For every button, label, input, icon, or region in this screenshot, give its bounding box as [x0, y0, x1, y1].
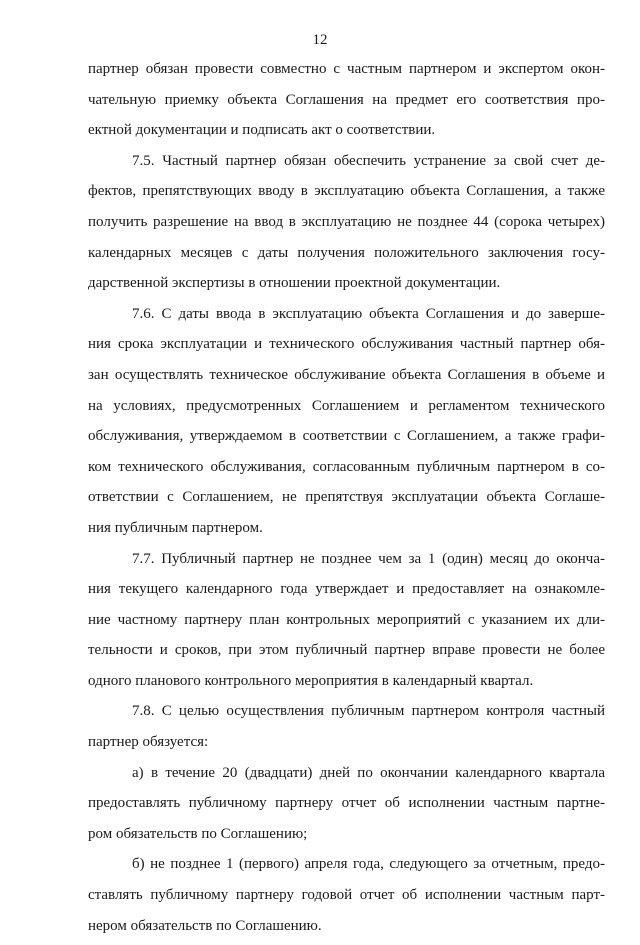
text-line: тельности и сроков, при этом публичный партнер вправе провести не более [88, 642, 605, 659]
text-line: нером обязательств по Соглашению. [88, 917, 322, 934]
text-line: фектов, препятствующих вводу в эксплуатацию объекта Соглашения, а также [88, 183, 605, 200]
text-line: 7.5. Частный партнер обязан обеспечить устранение за свой счет де- [132, 152, 605, 169]
text-line: предоставлять публичному партнеру отчет об исполнении частным партне- [88, 795, 605, 812]
text-line: календарных месяцев с даты получения положительного заключения госу- [88, 244, 605, 261]
text-line: 7.8. С целью осуществления публичным партнером контроля частный [132, 703, 605, 720]
text-line: зан осуществлять техническое обслуживание объекта Соглашения в объеме и [88, 366, 605, 383]
text-line: одного планового контрольного мероприятия в календарный квартал. [88, 672, 534, 689]
paragraph-7-8-b [88, 853, 605, 945]
text-line: 7.6. С даты ввода в эксплуатацию объекта Соглашения и до заверше- [132, 305, 605, 322]
text-line: ком технического обслуживания, согласованным публичным партнером в со- [88, 458, 605, 475]
text-line: ектной документации и подписать акт о соответствии. [88, 122, 436, 139]
text-line: 7.7. Публичный партнер не позднее чем за 1 (один) месяц до оконча- [132, 550, 605, 567]
text-line: дарственной экспертизы в отношении проектной документации. [88, 275, 501, 292]
page-number: 12 [312, 32, 328, 48]
text-line: ставлять публичному партнеру годовой отчет об исполнении частным парт- [88, 887, 605, 904]
text-line: ния срока эксплуатации и технического обслуживания частный партнер обя- [88, 336, 605, 353]
text-line: ром обязательств по Соглашению; [88, 825, 308, 842]
text-line: обслуживания, утверждаемом в соответствии с Соглашением, а также графи- [88, 428, 605, 445]
text-line: партнер обязан провести совместно с частным партнером и экспертом окон- [88, 61, 605, 77]
text-line: получить разрешение на ввод в эксплуатацию не позднее 44 (сорока четырех) [88, 213, 605, 230]
text-line: ответствии с Соглашением, не препятствуя эксплуатации объекта Соглаше- [88, 489, 605, 506]
paragraph-7-6 [88, 303, 605, 548]
paragraph-7-8-a [88, 762, 605, 854]
document-body [88, 58, 605, 945]
text-line: партнер обязуется: [88, 734, 209, 751]
paragraph-7-8 [88, 700, 605, 761]
paragraph-7-5 [88, 150, 605, 303]
paragraph-7-7 [88, 548, 605, 701]
text-line: чательную приемку объекта Соглашения на предмет его соответствия про- [88, 91, 605, 108]
text-line: ние частному партнеру план контрольных мероприятий с указанием их дли- [88, 611, 605, 628]
text-line: а) в течение 20 (двадцати) дней по окончании календарного квартала [132, 764, 605, 781]
text-line: на условиях, предусмотренных Соглашением и регламентом технического [88, 397, 605, 414]
text-line: б) не позднее 1 (первого) апреля года, следующего за отчетным, предо- [132, 856, 605, 873]
text-line: ния публичным партнером. [88, 519, 263, 536]
paragraph-continuation [88, 58, 605, 150]
text-line: ния текущего календарного года утверждает и предоставляет на ознакомле- [88, 581, 605, 598]
